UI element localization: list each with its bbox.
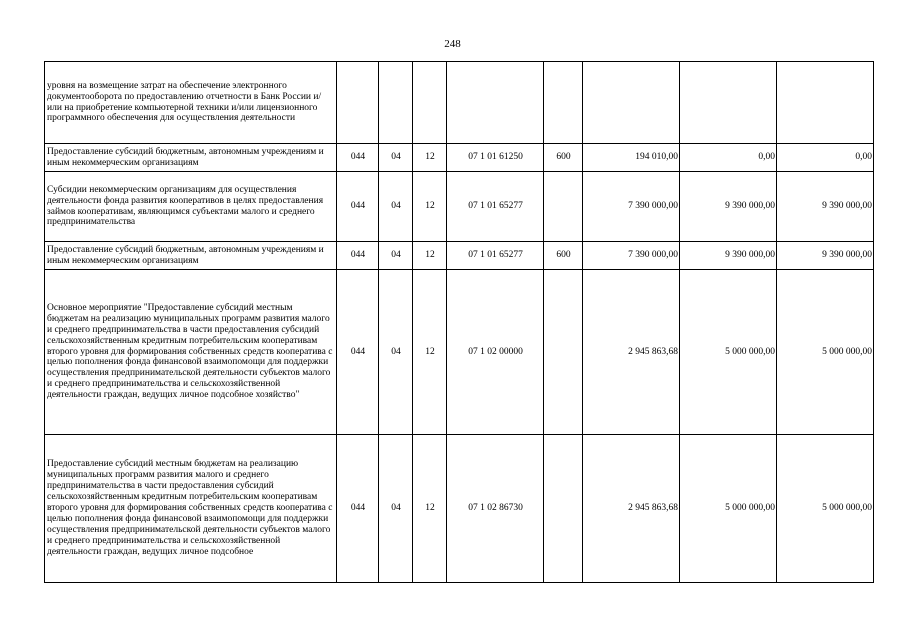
- amount-year-2: 0,00: [680, 144, 777, 172]
- section-code: 04: [379, 144, 413, 172]
- target-code: 07 1 02 86730: [447, 435, 544, 583]
- amount-year-2: [680, 62, 777, 144]
- ministry-code: 044: [337, 270, 379, 435]
- expense-type-code: [544, 270, 583, 435]
- amount-year-2: 5 000 000,00: [680, 435, 777, 583]
- table-row: [45, 242, 874, 270]
- target-code: 07 1 01 65277: [447, 172, 544, 242]
- table-row: [45, 144, 874, 172]
- subsection-code: 12: [413, 172, 447, 242]
- subsection-code: 12: [413, 242, 447, 270]
- table-row: [45, 172, 874, 242]
- ministry-code: 044: [337, 144, 379, 172]
- table-row: [45, 270, 874, 435]
- amount-year-3: 9 390 000,00: [777, 242, 874, 270]
- amount-year-1: [583, 62, 680, 144]
- target-code: 07 1 01 61250: [447, 144, 544, 172]
- target-code: 07 1 01 65277: [447, 242, 544, 270]
- table-row: [45, 62, 874, 144]
- amount-year-1: 2 945 863,68: [583, 435, 680, 583]
- row-name: Предоставление субсидий бюджетным, автономным учреждениям и иным некоммерческим организациям: [45, 144, 337, 172]
- page-number: 248: [444, 38, 461, 50]
- subsection-code: 12: [413, 270, 447, 435]
- amount-year-2: 9 390 000,00: [680, 172, 777, 242]
- row-name: Предоставление субсидий местным бюджетам на реализацию муниципальных программ развития малого и среднего предпринимательства в части предоставления субсидий сельскохозяйственным кредитным потребительским кооперативам второго уровня для формирования собственных средств кооператива с целью пополнения фонда финансовой взаимопомощи для поддержки осуществления предпринимательской деятельности субъектов малого и среднего предпринимательства и сельскохозяйственной деятельности граждан, ведущих личное подсобное: [45, 435, 337, 583]
- row-name: Субсидии некоммерческим организациям для осуществления деятельности фонда развития кооперативов в целях предоставления займов кооперативам, являющимся субъектами малого и среднего предпринимательства: [45, 172, 337, 242]
- subsection-code: 12: [413, 144, 447, 172]
- section-code: 04: [379, 435, 413, 583]
- amount-year-3: 9 390 000,00: [777, 172, 874, 242]
- amount-year-2: 9 390 000,00: [680, 242, 777, 270]
- amount-year-3: 0,00: [777, 144, 874, 172]
- section-code: [379, 62, 413, 144]
- row-name: Основное мероприятие "Предоставление субсидий местным бюджетам на реализацию муниципальных программ развития малого и среднего предпринимательства в части предоставления субсидий сельскохозяйственным кредитным потребительским кооперативам второго уровня для формирования собственных средств кооператива с целью пополнения фонда финансовой взаимопомощи для поддержки осуществления предпринимательской деятельности субъектов малого и среднего предпринимательства и сельскохозяйственной деятельности граждан, ведущих личное подсобное хозяйство": [45, 270, 337, 435]
- ministry-code: 044: [337, 172, 379, 242]
- target-code: 07 1 02 00000: [447, 270, 544, 435]
- amount-year-3: 5 000 000,00: [777, 270, 874, 435]
- expense-type-code: [544, 172, 583, 242]
- amount-year-2: 5 000 000,00: [680, 270, 777, 435]
- ministry-code: 044: [337, 435, 379, 583]
- amount-year-1: 2 945 863,68: [583, 270, 680, 435]
- section-code: 04: [379, 270, 413, 435]
- section-code: 04: [379, 242, 413, 270]
- ministry-code: 044: [337, 242, 379, 270]
- ministry-code: [337, 62, 379, 144]
- expense-type-code: [544, 62, 583, 144]
- section-code: 04: [379, 172, 413, 242]
- table-row: [45, 435, 874, 583]
- amount-year-1: 7 390 000,00: [583, 242, 680, 270]
- subsection-code: [413, 62, 447, 144]
- row-name: Предоставление субсидий бюджетным, автономным учреждениям и иным некоммерческим организациям: [45, 242, 337, 270]
- row-name: уровня на возмещение затрат на обеспечение электронного документооборота по предоставлению отчетности в Банк России и/или на приобретение компьютерной техники и/или лицензионного программного обеспечения для осуществления деятельности: [45, 62, 337, 144]
- target-code: [447, 62, 544, 144]
- amount-year-3: 5 000 000,00: [777, 435, 874, 583]
- amount-year-1: 194 010,00: [583, 144, 680, 172]
- budget-table: [44, 61, 874, 583]
- expense-type-code: [544, 435, 583, 583]
- expense-type-code: 600: [544, 144, 583, 172]
- amount-year-3: [777, 62, 874, 144]
- expense-type-code: 600: [544, 242, 583, 270]
- subsection-code: 12: [413, 435, 447, 583]
- amount-year-1: 7 390 000,00: [583, 172, 680, 242]
